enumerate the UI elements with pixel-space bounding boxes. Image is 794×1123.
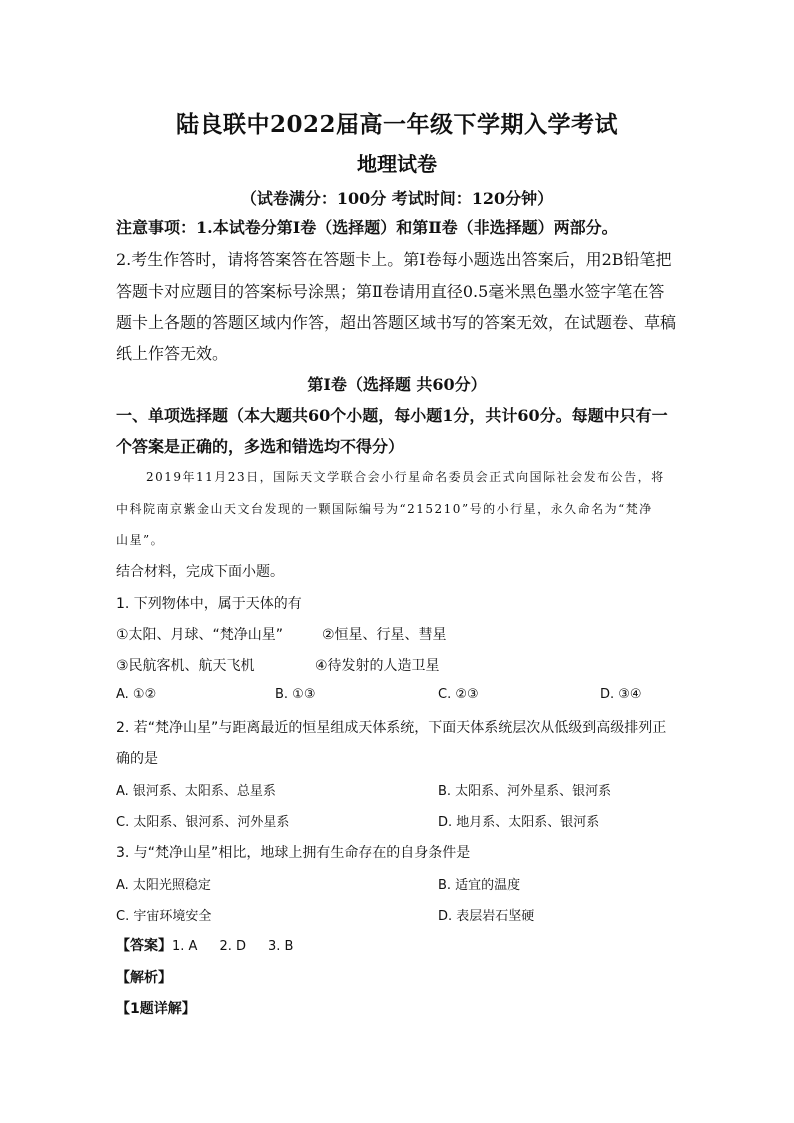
answer-item-3: 3. B (267, 939, 294, 954)
q3-option-b: B. 适宜的温度 (438, 878, 521, 893)
analysis-label: 【解析】 (116, 970, 172, 986)
q3-option-a: A. 太阳光照稳定 (116, 878, 211, 893)
answer-row (116, 935, 315, 955)
section-heading: 第Ⅰ卷（选择题 共60分） (307, 375, 487, 394)
q1-option-d: D. ③④ (600, 687, 642, 702)
exam-subtitle: 地理试卷 (357, 152, 437, 176)
q2-stem-line-1: 2. 若“梵净山星”与距离最近的恒星组成天体系统，下面天体系统层次从低级到高级排列正 (116, 720, 667, 736)
section-instruction-1: 一、单项选择题（本大题共60个小题，每小题1分，共计60分。每题中只有一 (116, 406, 668, 425)
answer-label: 【答案】 (116, 938, 172, 954)
question-prompt: 结合材料，完成下面小题。 (116, 564, 284, 580)
q1-option-a: A. ①② (116, 687, 157, 702)
answer-item-1: 1. A (172, 939, 198, 954)
q2-option-a: A. 银河系、太阳系、总星系 (116, 784, 276, 799)
q1-option-c: C. ②③ (438, 687, 479, 702)
q2-stem-line-2: 确的是 (116, 751, 158, 767)
notes-line-4: 题卡上各题的答题区域内作答，超出答题区域书写的答案无效，在试题卷、草稿 (116, 313, 677, 332)
material-line-1: 2019年11月23日，国际天文学联合会小行星命名委员会正式向国际社会发布公告，将 (146, 470, 665, 484)
q1-item-3: ③民航客机、航天飞机 (116, 658, 255, 674)
q1-stem: 1. 下列物体中，属于天体的有 (116, 596, 302, 612)
notes-line-5: 纸上作答无效。 (116, 344, 229, 363)
q3-stem: 3. 与“梵净山星”相比，地球上拥有生命存在的自身条件是 (116, 845, 471, 861)
q1-item-4: ④待发射的人造卫星 (315, 658, 440, 674)
section-instruction-2: 个答案是正确的，多选和错选均不得分） (116, 437, 405, 456)
q2-option-d: D. 地月系、太阳系、银河系 (438, 815, 600, 830)
notes-line-2: 2.考生作答时，请将答案答在答题卡上。第Ⅰ卷每小题选出答案后，用2B铅笔把 (116, 250, 672, 269)
analysis-detail-heading: 【1题详解】 (116, 1001, 196, 1017)
material-line-2: 中科院南京紫金山天文台发现的一颗国际编号为“215210”号的小行星，永久命名为“梵净 (116, 502, 653, 516)
notes-line-3: 答题卡对应题目的答案标号涂黑；第Ⅱ卷请用直径0.5毫米黑色墨水签字笔在答 (116, 282, 665, 301)
q2-option-b: B. 太阳系、河外星系、银河系 (438, 784, 612, 799)
q3-option-d: D. 表层岩石坚硬 (438, 909, 535, 924)
q1-item-1: ①太阳、月球、“梵净山星” (116, 627, 284, 643)
material-line-3: 山星”。 (116, 533, 165, 547)
exam-title: 陆良联中2022届高一年级下学期入学考试 (175, 111, 618, 138)
q2-option-c: C. 太阳系、银河系、河外星系 (116, 815, 290, 830)
notes-line-1: 注意事项：1.本试卷分第Ⅰ卷（选择题）和第Ⅱ卷（非选择题）两部分。 (116, 218, 618, 237)
q1-item-2: ②恒星、行星、彗星 (322, 627, 447, 643)
answer-item-2: 2. D (219, 939, 246, 954)
q1-option-b: B. ①③ (275, 687, 316, 702)
score-time-info: （试卷满分：100分 考试时间：120分钟） (240, 189, 554, 208)
q3-option-c: C. 宇宙环境安全 (116, 909, 212, 924)
